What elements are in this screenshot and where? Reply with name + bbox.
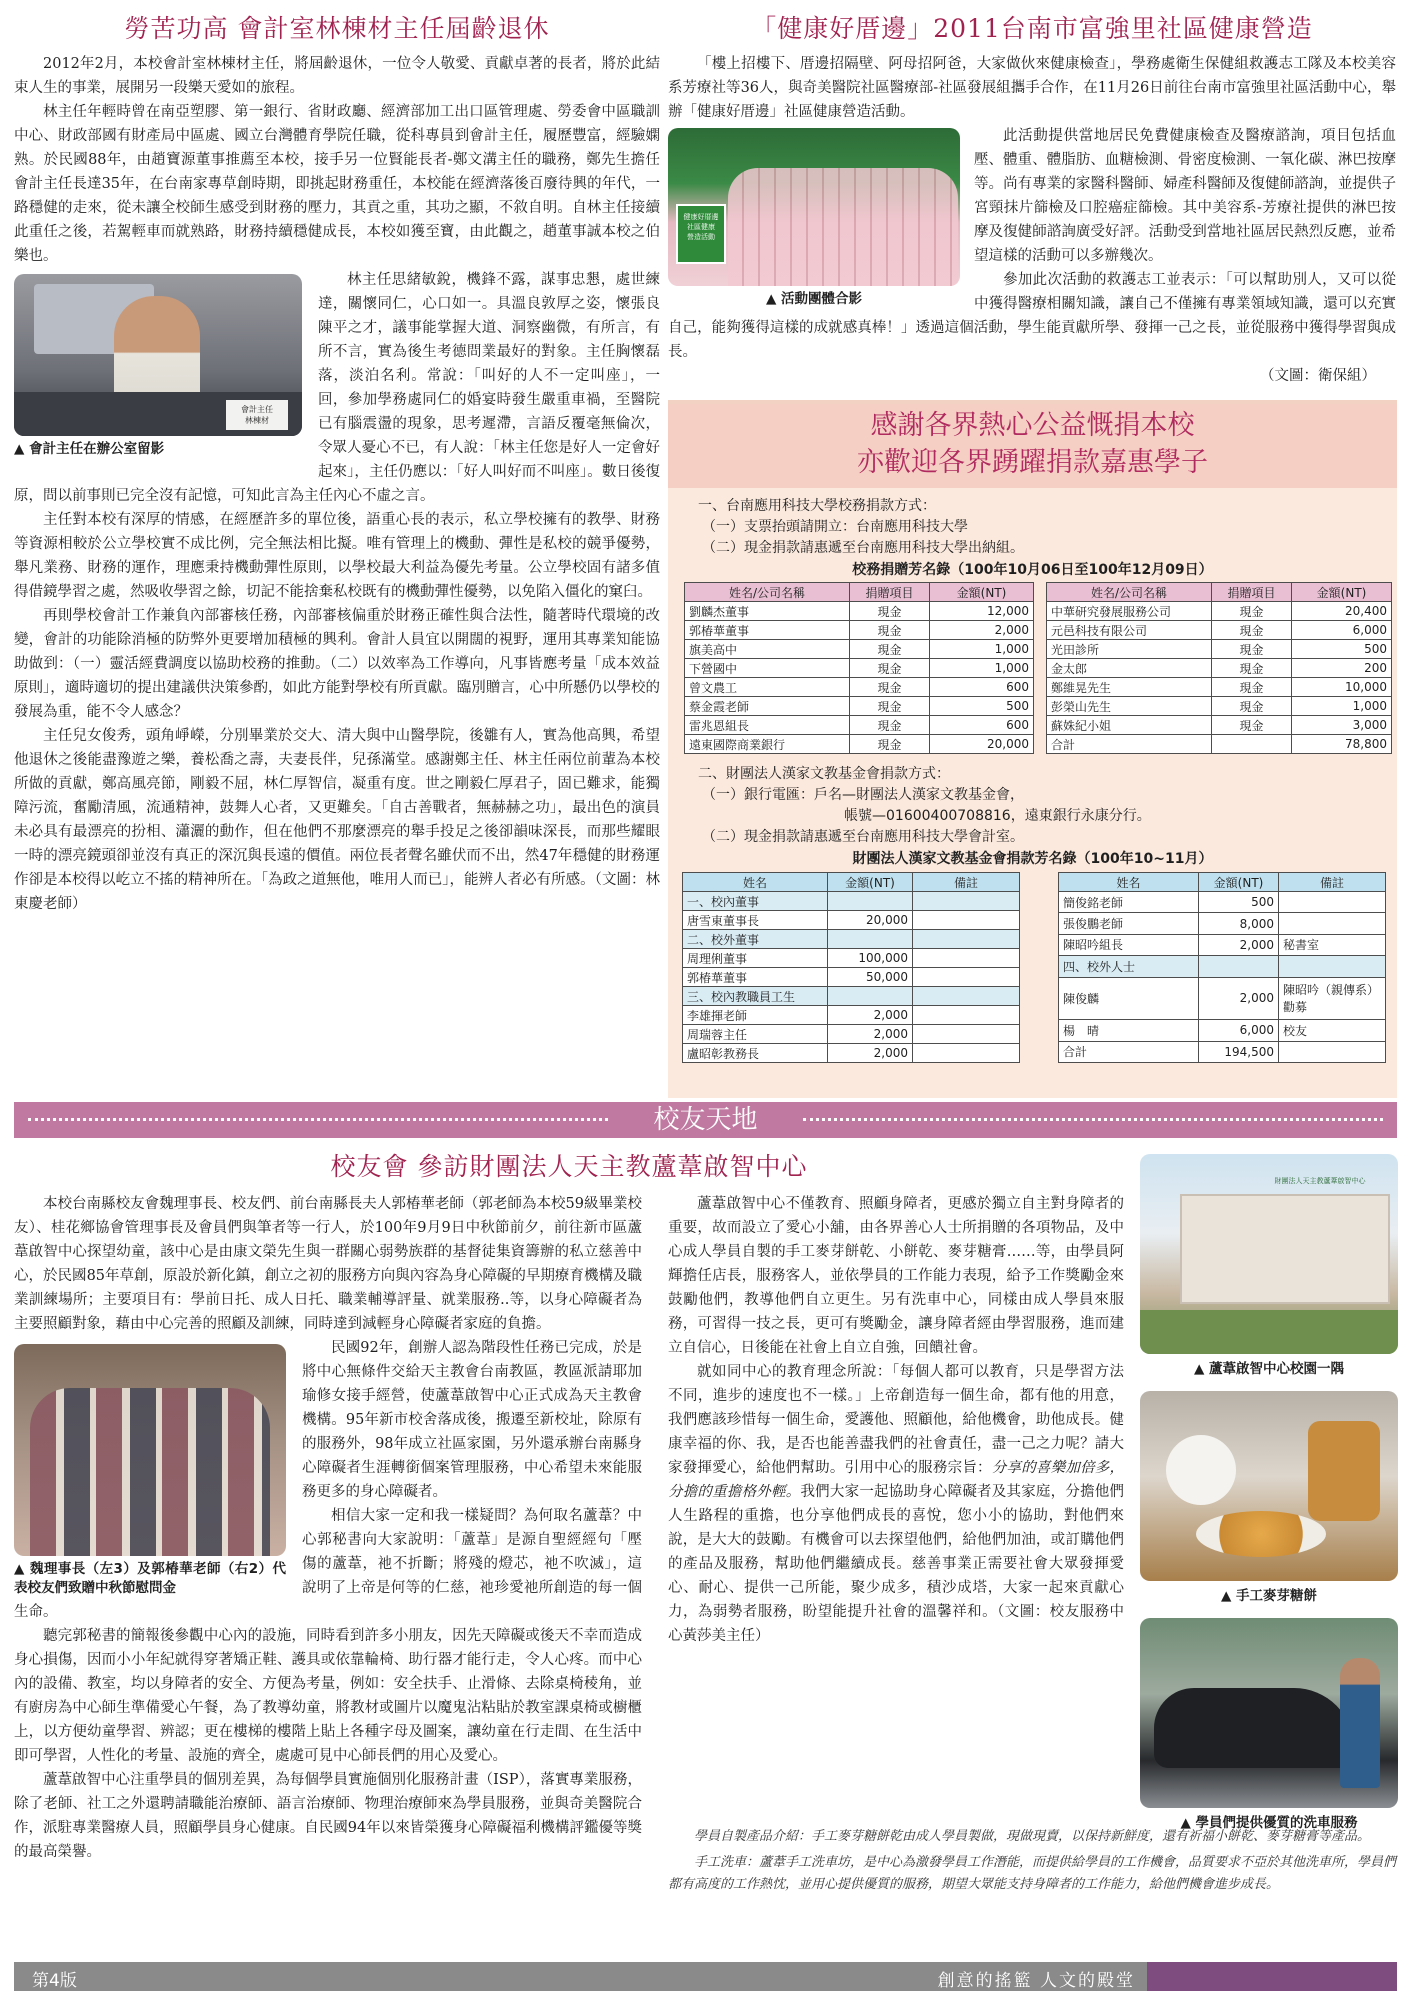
page-footer [14,1962,1397,1991]
article3-title: 校友會 參訪財團法人天主教蘆葦啟智中心 [330,1152,808,1181]
table-cell: 600 [930,716,1034,735]
donor-table-right [1046,582,1392,754]
table-cell: 現金 [850,735,930,754]
table-cell: 陳昭吟組長 [1059,934,1199,955]
table-row [1047,659,1392,678]
table-cell: 陳昭吟（親傳系）勸募 [1279,977,1386,1020]
fund-table-left [682,872,1020,1063]
table-cell: 三、校內教職員工生 [683,987,828,1006]
table-cell: 1,000 [1292,697,1392,716]
article3-col1 [14,1192,642,1864]
table-row [685,716,1034,735]
table-cell: 6,000 [1292,621,1392,640]
table-cell: 2,000 [828,1044,913,1063]
table-row [685,678,1034,697]
table-cell: 8,000 [1199,913,1279,934]
table-cell: 現金 [1212,678,1292,697]
table-row [1059,977,1386,1020]
table-header: 捐贈項目 [850,583,930,602]
table-cell: 劉麟杰董事 [685,602,850,621]
donation-method-heading: 二、財團法人漢家文教基金會捐款方式： [698,766,950,782]
table-row [1059,956,1386,977]
table-cell: 現金 [1212,621,1292,640]
article1-body [14,52,660,916]
table-row [683,949,1020,968]
table-cell: 現金 [850,678,930,697]
table-row [683,1025,1020,1044]
table-cell: 500 [1292,640,1392,659]
article2-credit: （文圖：衛保組） [1260,368,1376,384]
table-cell: 周理俐董事 [683,949,828,968]
table-cell [913,1025,1020,1044]
table-header: 姓名 [683,873,828,892]
donation-method-line: （一）支票抬頭請開立：台南應用科技大學 [702,519,968,535]
table-cell: 現金 [850,659,930,678]
table-row [685,735,1034,754]
table-header: 姓名 [1059,873,1199,892]
article1-title: 勞苦功高 會計室林棟材主任屆齡退休 [124,14,550,43]
table-cell: 現金 [1212,716,1292,735]
table-cell: 20,000 [930,735,1034,754]
table-cell: 現金 [1212,602,1292,621]
donation-title-1: 感謝各界熱心公益慨捐本校 [870,410,1195,441]
table-row [1059,1041,1386,1062]
donation-section-2 [668,754,1397,848]
cookie-plate [1196,1511,1326,1557]
donation-section-1 [668,488,1397,559]
group-sign: 健康好厝邊 社區健康 營造活動 [676,204,726,264]
table-row [1047,678,1392,697]
donation-method-line: （一）銀行電匯：戶名—財團法人漢家文教基金會， [702,787,1024,803]
table-cell: 20,000 [828,911,913,930]
article3-paragraph: 蘆葦啟智中心注重學員的個別差異，為每個學員實施個別化服務計畫（ISP），落實專業服務，除了老師、社工之外還聘請職能治療師、語言治療師、物理治療師來為學員服務，並與奇美醫院合作，派駐專業醫療人員，照顧學員身心健康。自民國94年以來皆榮獲身心障礙福利機構評鑑優等獎的最高榮譽。 [14,1772,642,1860]
worker [1340,1658,1380,1788]
product-note: 學員自製產品介紹：手工麥芽糖餅乾由成人學員製做，現做現賣，以保持新鮮度，還有祈福小餅乾、麥芽糖膏等產品。 [694,1829,1371,1844]
table-row [685,602,1034,621]
table-header: 金額(NT) [930,583,1034,602]
people [30,1388,270,1556]
car [1154,1688,1354,1768]
table-cell: 曾文農工 [685,678,850,697]
table-cell [1279,913,1386,934]
table-cell: 50,000 [828,968,913,987]
fund-table-right [1058,872,1386,1063]
building-sign: 財團法人天主教蘆葦啟智中心 [1274,1177,1366,1185]
table-cell: 彭榮山先生 [1047,697,1212,716]
table-header: 姓名/公司名稱 [685,583,850,602]
cookie-photo [1140,1391,1398,1581]
table-cell: 唐雪東董事長 [683,911,828,930]
table-cell [1279,956,1386,977]
donation-panel [668,400,1397,1098]
crowd [728,168,958,286]
table-header: 捐贈項目 [1212,583,1292,602]
table-header: 金額(NT) [1292,583,1392,602]
table-cell [1279,1041,1386,1062]
table-cell: 張俊鵬老師 [1059,913,1199,934]
table-row [683,930,1020,949]
table-cell [913,930,1020,949]
table-cell: 500 [930,697,1034,716]
table-row [685,621,1034,640]
table-cell: 周瑞蓉主任 [683,1025,828,1044]
table-cell: 194,500 [1199,1041,1279,1062]
table-row [683,892,1020,911]
article3-text: 我們大家一起協助身心障礙者及其家庭，分擔他們人生路程的重擔，也分享他們成長的喜悅，您小小的協助，對他們來說，是大大的鼓勵。有機會可以去探望他們，給他們加油，或訂購他們的產品及服務，幫助他們繼續成長。慈善事業正需要社會大眾發揮愛心、耐心、提供一己所能，聚少成多，積沙成塔，大家一起來貢獻心力，為弱勢者服務，盼望能提升社會的溫馨祥和。（文圖：校友服務中心黃莎美主任） [668,1484,1125,1644]
table-row [685,640,1034,659]
table-row [683,1044,1020,1063]
donor-table-left [684,582,1034,754]
table-header: 備註 [913,873,1020,892]
table-row [1047,640,1392,659]
article2-title: 「健康好厝邊」2011台南市富強里社區健康營造 [751,14,1313,43]
table-row [1047,716,1392,735]
table-cell [913,987,1020,1006]
table-cell [913,892,1020,911]
table-cell: 簡俊銘老師 [1059,892,1199,913]
article2-paragraph: 參加此次活動的救護志工並表示：「可以幫助別人，又可以從中獲得醫療相關知識，讓自己不僅擁有專業領域知識，還可以充實自己，能夠獲得這樣的成就感真棒！」透過這個活動，學生能貢獻所學、發揮一己之長，並從服務中獲得學習與成長。 [668,272,1396,360]
table-cell: 郭椿華董事 [683,968,828,987]
section-banner [14,1102,1397,1138]
article2-photo-block [668,128,960,309]
table-cell: 現金 [850,640,930,659]
table-cell: 中華研究發展服務公司 [1047,602,1212,621]
article2-photo-caption: ▲ 活動團體合影 [668,290,960,309]
table-cell: 2,000 [1199,934,1279,955]
table-cell: 合計 [1059,1041,1199,1062]
table1-title: 校務捐贈芳名錄（100年10月06日至100年12月09日） [852,562,1213,578]
table-header: 金額(NT) [828,873,913,892]
table-header: 備註 [1279,873,1386,892]
article1-paragraph: 再則學校會計工作兼負內部審核任務，內部審核偏重於財務正確性與合法性，隨著時代環境的改變，會計的功能除消極的防弊外更要增加積極的興利。會計人員宜以開闊的視野，運用其專業知能協助做到：（一）靈活經費調度以協助校務的推動。（二）以效率為工作導向，凡事皆應考量「成本效益原則」，適時適切的提出建議供決策參酌，如此方能對學校有所貢獻。臨別贈言，心中所懸仍以學校的發展為重，能不令人感念？ [14,608,660,720]
table-cell: 鄭維晃先生 [1047,678,1212,697]
table-cell: 蔡金霞老師 [685,697,850,716]
product-note: 手工洗車：蘆葦手工洗車坊，是中心為激發學員工作潛能，而提供給學員的工作機會，品質要求不亞於其他洗車所，學員們都有高度的工作熱忱，並用心提供優質的服務，期望大眾能支持身障者的工作能力，給他們機會進步成長。 [668,1855,1397,1892]
table-cell: 金太郎 [1047,659,1212,678]
table-cell: 光田診所 [1047,640,1212,659]
footer-accent [1147,1962,1397,1991]
table-header: 姓名/公司名稱 [1047,583,1212,602]
table-cell: 2,000 [828,1025,913,1044]
table-cell [913,949,1020,968]
table-row [1047,697,1392,716]
article1-paragraph: 2012年2月，本校會計室林棟材主任，將屆齡退休，一位令人敬愛、貢獻卓著的長者，將於此結束人生的事業，展開另一段樂天愛如的旅程。 [14,56,660,96]
donation-method-line: （二）現金捐款請惠遞至台南應用科技大學出納組。 [702,540,1024,556]
table-cell: 現金 [850,716,930,735]
table-cell: 陳俊麟 [1059,977,1199,1020]
table-cell [913,1006,1020,1025]
table2-title: 財團法人漢家文教基金會捐款芳名錄（100年10~11月） [852,851,1213,867]
table-cell [913,911,1020,930]
table-row [1047,602,1392,621]
article3-photo-caption: ▲ 魏理事長（左3）及郭椿華老師（右2）代表校友們致贈中秋節慰問金 [14,1560,286,1598]
table-cell: 一、校內董事 [683,892,828,911]
article3-paragraph: 本校台南縣校友會魏理事長、校友們、前台南縣長夫人郭椿華老師（郭老師為本校59級畢業校友）、桂花鄉協會管理事長及會員們與筆者等一行人，於100年9月9日中秋節前夕，前往新市區蘆葦啟智中心探望幼童，該中心是由康文榮先生與一群關心弱勢族群的基督徒集資籌辦的私立慈善中心，於民國85年草創，原設於新化鎮，創立之初的服務方向與內容為身心障礙的早期療育機構及職業訓練場所；主要項目有：學前日托、成人日托、職業輔導評量、就業服務..等，以身心障礙者為主要照顧對象，藉由中心完善的照顧及訓練，同時達到減輕身心障礙者家庭的負擔。 [14,1196,642,1332]
table-cell [1279,892,1386,913]
table-cell: 100,000 [828,949,913,968]
carwash-photo [1140,1618,1398,1808]
table-cell: 現金 [850,621,930,640]
table-cell: 李雄揮老師 [683,1006,828,1025]
table-header: 金額(NT) [1199,873,1279,892]
table-cell [1212,735,1292,754]
donation-title-2: 亦歡迎各界踴躍捐款嘉惠學子 [857,447,1208,478]
banner-title: 校友天地 [653,1105,758,1135]
table-cell: 20,400 [1292,602,1392,621]
table-cell: 楊 晴 [1059,1020,1199,1041]
table-cell: 合計 [1047,735,1212,754]
table-row [1047,621,1392,640]
article3-photo-block [14,1344,286,1598]
article1-paragraph: 主任對本校有深厚的情感，在經歷許多的單位後，語重心長的表示，私立學校擁有的教學、財務等資源相較於公立學校實不成比例，完全無法相比擬。唯有管理上的機動、彈性是私校的競爭優勢，舉凡業務、財務的運作，理應秉持機動彈性原則，以學校最大利益為優先考量。公立學校固有諸多值得借鏡學習之處，然吸收學習之餘，切記不能捨棄私校既有的機動彈性優勢，以免陷入僵化的窠臼。 [14,512,660,600]
donation-method-line: （二）現金捐款請惠遞至台南應用科技大學會計室。 [702,829,1024,845]
table-cell: 雷兆恩組長 [685,716,850,735]
table-cell: 6,000 [1199,1020,1279,1041]
table1-wrapper [668,581,1397,754]
table-row [683,1006,1020,1025]
donation-method-heading: 一、台南應用科技大學校務捐款方式： [698,498,936,514]
article1-paragraph: 林主任思緒敏銳，機鋒不露，謀事忠懇，處世練達，關懷同仁，心口如一。具溫良敦厚之姿，懷張良陳平之才，議事能掌握大道、洞察幽微，有所言，有所不言，實為後生考德問業最好的對象。主任胸懷磊落，淡泊名利。常說：「叫好的人不一定叫座」，一回，參加學務處同仁的婚宴時發生嚴重車禍，至醫院已有腦震盪的現象，思考遲滯，言語反覆毫無倫次，令眾人憂心不已，有人說：「林主任您是好人一定會好起來」，主任仍應以：「好人叫好而不叫座」。數日後復原，問以前事則已完全沒有記憶，可知此言為主任內心不虛之言。 [14,272,660,504]
teapot [1166,1435,1236,1505]
table-row [1059,913,1386,934]
table-cell: 2,000 [930,621,1034,640]
table-cell [828,987,913,1006]
table-cell: 1,000 [930,640,1034,659]
table-row [685,697,1034,716]
article2-body [668,52,1396,388]
cookie-jar [1308,1421,1380,1521]
table-cell: 現金 [850,602,930,621]
table-cell: 現金 [1212,640,1292,659]
table-cell [913,968,1020,987]
article3-paragraph: 蘆葦啟智中心不僅教育、照顧身障者，更感於獨立自主對身障者的重要，故而設立了愛心小舖，由各界善心人士所捐贈的各項物品，及中心成人學員自製的手工麥芽餅乾、小餅乾、麥芽糖膏……等，由學員阿輝擔任店長，服務客人，並依學員的工作能力表現，給予工作獎勵金來鼓勵他們，教導他們自立更生。另有洗車中心，同樣由成人學員來服務，可習得一技之長，更可有獎勵金，讓身障者經由學習服務，進而建立自信心，日後能在社會上自立自強，回饋社會。 [668,1196,1124,1356]
table-cell: 旗美高中 [685,640,850,659]
table-cell: 10,000 [1292,678,1392,697]
table-cell [913,1044,1020,1063]
table-cell: 元邑科技有限公司 [1047,621,1212,640]
banner-dots-right [803,1118,1383,1121]
table-cell: 現金 [1212,697,1292,716]
table-cell: 郭椿華董事 [685,621,850,640]
table-cell: 二、校外董事 [683,930,828,949]
table-row [683,987,1020,1006]
cookie-caption: ▲ 手工麥芽糖餅 [1140,1587,1398,1606]
table-row [685,659,1034,678]
table-cell: 蘇姝紀小姐 [1047,716,1212,735]
table-cell: 遠東國際商業銀行 [685,735,850,754]
table-cell [828,930,913,949]
article3-photos-right [1140,1154,1398,1833]
nameplate: 會計主任 林棟材 [226,400,288,430]
page-number: 第4版 [32,1971,77,1991]
article1-paragraph: 主任兒女俊秀，頭角崢嶸，分別畢業於交大、清大與中山醫學院，後雛有人，實為他高興，希望他退休之後能盡豫遊之樂，養松喬之壽，夫妻長伴，兒孫滿堂。感謝鄭主任、林主任兩位前輩為本校所做的貢獻，鄭高風亮節，剛毅不屈，林仁厚智信，凝重有度。世之剛毅仁厚君子，固已難求，能獨障污流，奮勵清風，流通精神，鼓舞人心者，又更難矣。「自古善戰者，無赫赫之功」，最出色的演員未必具有最漂亮的扮相、瀟灑的動作，但在他們不那麼漂亮的舉手投足之後卻韻味深長，而那些耀眼一時的漂亮鏡頭卻並沒有真正的深沉與長遠的價值。兩位長者聲名雖伏而不出，然47年穩健的財務運作卻是本校得以屹立不搖的精神所在。「為政之道無他，唯用人而已」，能辨人者必有所感。（文圖：林東慶老師） [14,728,660,912]
donation-method-line: 帳號—01600400708816，遠東銀行永康分行。 [844,808,1151,824]
article3-paragraph: 聽完郭秘書的簡報後參觀中心內的設施，同時看到許多小朋友，因先天障礙或後天不幸而造成身心損傷，因而小小年紀就得穿著矯正鞋、護具或依靠輪椅、助行器才能行走，令人心疼。而中心內的設備、教室，均以身障者的安全、方便為考量，例如：安全扶手、止滑條、去除桌椅稜角，並有廚房為中心師生準備愛心午餐，為了教導幼童，將教材或圖片以魔鬼沾粘貼於教室課桌椅或櫥櫃上，以方便幼童學習、辨認；更在樓梯的樓階上貼上各種字母及圖案，讓幼童在行走間、在生活中即可學習，人性化的考量、設施的齊全，處處可見中心師長們的用心及愛心。 [14,1628,642,1764]
table-cell: 200 [1292,659,1392,678]
lawn [1140,1310,1398,1354]
article1-paragraph: 林主任年輕時曾在南亞塑膠、第一銀行、省財政廳、經濟部加工出口區管理處、勞委會中區職訓中心、財政部國有財產局中區處、國立台灣體育學院任職，從科專員到會計主任，履歷豐富，經驗嫻熟。於民國88年，由趙寶源董事推薦至本校，接手另一位賢能長者-鄭文溝主任的職務，鄭先生擔任會計主任長達35年，在台南家專草創時期，即挑起財務重任，本校能在經濟落後百廢待興的年代，一路穩健的走來，從未讓全校師生感受到財務的壓力，其貢之重，其功之顯，不敘自明。自林主任接續此重任之後，若駕輕車而就熟路，財務持續穩健成長，本校如獲至寶，由此觀之，趙董事誠本校之伯樂也。 [14,104,660,264]
table-cell: 78,800 [1292,735,1392,754]
article3-col2 [668,1192,1124,1648]
table-cell [828,892,913,911]
article1-photo-caption: ▲ 會計主任在辦公室留影 [14,440,302,459]
table-row [1059,934,1386,955]
table-cell: 校友 [1279,1020,1386,1041]
table-row [683,911,1020,930]
article2-photo [668,128,960,286]
building [1180,1194,1390,1304]
footer-motto: 創意的搖籃 人文的殿堂 [937,1971,1135,1991]
table-row [1059,1020,1386,1041]
table-cell: 現金 [1212,659,1292,678]
table-row [683,968,1020,987]
donation-header [668,404,1397,488]
article3-photo [14,1344,286,1556]
article3-text: 就如同中心的教育理念所說：「每個人都可以教育，只是學習方法不同，進步的速度也不一樣。」上帝創造每一個生命，都有他的用意，我們應該珍惜每一個生命，愛護他、照顧他，給他機會，助他成長。健康幸福的你、我，是否也能善盡我們的社會責任，盡一己之力呢？請大家發揮愛心，給他們幫助。引用中心的服務宗旨： [668,1364,1124,1476]
article1-photo [14,274,302,436]
building-caption: ▲ 蘆葦啟智中心校園一隅 [1140,1360,1398,1379]
building-photo [1140,1154,1398,1354]
table-cell: 12,000 [930,602,1034,621]
article3-paragraph [668,1360,1124,1648]
product-notes [668,1826,1396,1896]
table-cell: 現金 [850,697,930,716]
table-row [1047,735,1392,754]
table-cell: 盧昭彰教務長 [683,1044,828,1063]
table-cell [1199,956,1279,977]
article3-paragraph: 民國92年，創辦人認為階段性任務已完成，於是將中心無條件交給天主教會台南教區，教區派請耶加瑜修女接手經營，使蘆葦啟智中心正式成為天主教會機構。95年新市校舍落成後，搬遷至新校址，除原有的服務外，98年成立社區家園，另外還承辦台南縣身心障礙者生涯轉銜個案管理服務，中心希望未來能服務更多的身心障礙者。 [302,1340,642,1500]
table-cell: 600 [930,678,1034,697]
table-cell: 下營國中 [685,659,850,678]
carwash-caption: ▲ 學員們提供優質的洗車服務 [1140,1814,1398,1833]
article3-paragraph: 相信大家一定和我一樣疑問？為何取名蘆葦？中心郭秘書向大家說明：「蘆葦」是源自聖經經句「壓傷的蘆葦，祂不折斷；將殘的燈芯，祂不吹滅」，這說明了上帝是何等的仁慈，祂珍愛祂所創造的每一個生命。 [14,1508,642,1620]
article3-motto: 分享的喜樂加倍多，分擔的重擔格外輕。 [668,1460,1124,1500]
table-cell: 四、校外人士 [1059,956,1199,977]
table-cell: 2,000 [1199,977,1279,1020]
table-cell: 秘書室 [1279,934,1386,955]
table-cell: 3,000 [1292,716,1392,735]
table-cell: 1,000 [930,659,1034,678]
article2-paragraph: 此活動提供當地居民免費健康檢查及醫療諮詢，項目包括血壓、體重、體脂肪、血糖檢測、骨密度檢測、一氧化碳、淋巴按摩等。尚有專業的家醫科醫師、婦產科醫師及復健師諮詢，並提供子宮頸抹片篩檢及口腔癌症篩檢。其中美容系-芳療社提供的淋巴按摩及復健師諮詢廣受好評。活動受到當地社區居民熱烈反應，並希望這樣的活動可以多辦幾次。 [974,128,1396,264]
table-row [1059,892,1386,913]
table2-wrapper [668,870,1397,1063]
article2-paragraph: 「樓上招樓下、厝邊招隔壁、阿母招阿爸，大家做伙來健康檢查」，學務處衛生保健組救護志工隊及本校美容系芳療社等36人，與奇美醫院社區醫療部-社區發展組攜手合作，在11月26日前往台南市富強里社區活動中心，舉辦「健康好厝邊」社區健康營造活動。 [668,56,1396,120]
table-cell: 500 [1199,892,1279,913]
article1-photo-block [14,274,302,459]
table-cell: 2,000 [828,1006,913,1025]
